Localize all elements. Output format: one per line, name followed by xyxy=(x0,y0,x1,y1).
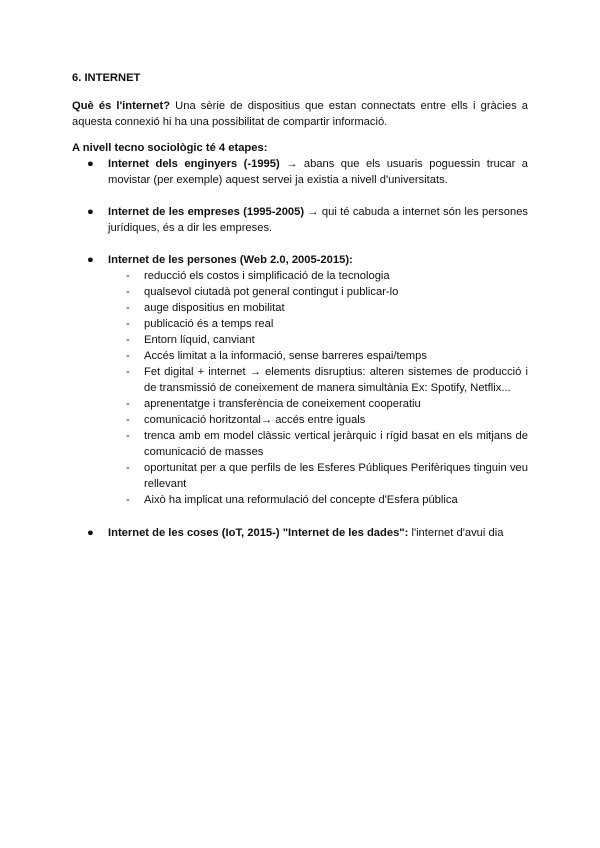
bullet-icon: ● xyxy=(87,527,94,539)
bullet-icon: ● xyxy=(87,158,94,170)
dash-icon: - xyxy=(126,286,130,298)
people-subitems xyxy=(108,268,528,508)
dash-icon: - xyxy=(126,430,130,442)
dash-icon: - xyxy=(126,302,130,314)
section-title: 6. INTERNET xyxy=(72,72,141,84)
stage-text: → abans que els usuaris poguessin trucar a movistar (per exemple) aquest servei ja existia a nivell d'universitats. xyxy=(108,158,528,186)
stage-item-things xyxy=(72,525,528,541)
dash-icon: - xyxy=(126,398,130,410)
list-item: - publicació és a temps real xyxy=(126,318,274,330)
list-item: - comunicació horitzontal→ accés entre iguals xyxy=(126,414,366,426)
intro-question: Què és l'internet? xyxy=(72,100,171,112)
list-item: - auge dispositius en mobilitat xyxy=(126,302,285,314)
list-item: - Això ha implicat una reformulació del concepte d'Esfera pública xyxy=(126,494,458,506)
dash-icon: - xyxy=(126,414,130,426)
stage-title: Internet de les coses (IoT, 2015-) "Internet de les dades": xyxy=(108,527,409,539)
list-item: - Accés limitat a la informació, sense barreres espai/temps xyxy=(126,350,427,362)
dash-icon: - xyxy=(126,270,130,282)
stage-text: l'internet d'avui dia xyxy=(408,527,504,539)
stage-item-people xyxy=(72,252,528,508)
bullet-icon: ● xyxy=(87,254,94,266)
list-item: - qualsevol ciutadà pot general contingut i publicar-lo xyxy=(126,286,399,298)
dash-icon: - xyxy=(126,318,130,330)
stage-item-engineers xyxy=(72,156,528,188)
dash-icon: - xyxy=(126,494,130,506)
stage-title: Internet de les empreses (1995-2005) xyxy=(108,206,305,218)
stage-title: Internet dels enginyers (-1995) xyxy=(108,158,280,170)
bullet-icon: ● xyxy=(87,206,94,218)
list-item: - Entorn líquid, canviant xyxy=(126,334,255,346)
dash-icon: - xyxy=(126,334,130,346)
stages-list xyxy=(72,156,528,541)
list-item: - trenca amb em model clàssic vertical jeràrquic i rígid basat en els mitjans de comunicació de masses xyxy=(126,430,528,458)
levels-heading: A nivell tecno sociològic té 4 etapes: xyxy=(72,142,268,154)
list-item: - oportunitat per a que perfils de les Esferes Públiques Perifèriques tinguin veu rellevant xyxy=(126,462,528,490)
stage-text: → qui té cabuda a internet són les persones jurídiques, és a dir les empreses. xyxy=(108,206,529,234)
intro-paragraph xyxy=(72,98,528,130)
document-page xyxy=(72,70,528,541)
stage-item-companies xyxy=(72,204,528,236)
list-item: - Fet digital + internet → elements disruptius: alteren sistemes de producció i de transmissió de coneixement de manera simultània Ex: Spotify, Netflix... xyxy=(126,366,528,394)
dash-icon: - xyxy=(126,350,130,362)
list-item: - reducció els costos i simplificació de la tecnologia xyxy=(126,270,390,282)
stage-title: Internet de les persones (Web 2.0, 2005-2015): xyxy=(108,254,353,266)
dash-icon: - xyxy=(126,366,130,378)
dash-icon: - xyxy=(126,462,130,474)
list-item: - aprenentatge i transferència de coneixement cooperatiu xyxy=(126,398,421,410)
intro-answer: Una sèrie de dispositius que estan connectats entre ells i gràcies a aquesta connexió hi ha una possibilitat de compartir informació. xyxy=(72,100,528,128)
